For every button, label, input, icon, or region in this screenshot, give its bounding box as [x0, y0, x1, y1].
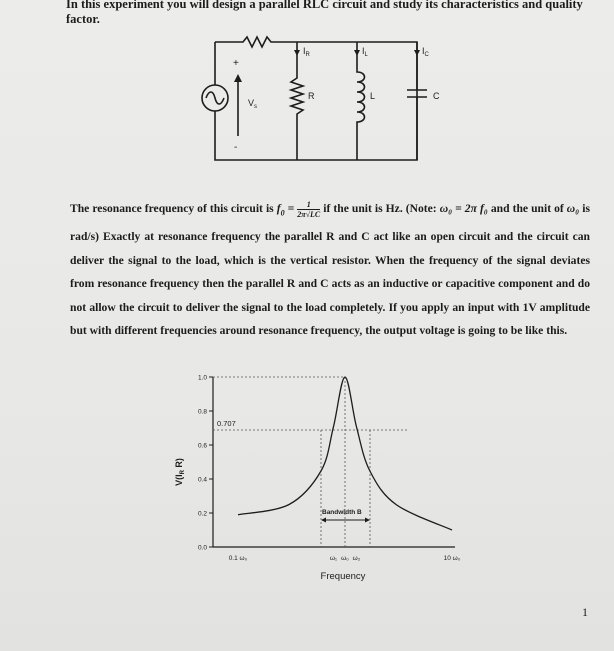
current-l-label: $I_L$: [362, 46, 368, 58]
bandwidth-arrow-left-head: [321, 518, 326, 523]
x-tick-label: 0.1 ω₀: [228, 555, 248, 562]
rlc-circuit-diagram: [185, 28, 455, 168]
source-arrow-head: [234, 74, 242, 82]
y-tick-label: 0.0: [197, 544, 207, 552]
inductor-l: [357, 42, 365, 160]
page-number: 1: [582, 605, 588, 619]
current-r-label: $I_R$: [303, 46, 310, 58]
half-power-label: 0.707: [217, 419, 236, 428]
y-tick-label: 0.8: [197, 408, 207, 416]
current-arrow-c: [414, 50, 420, 56]
y-axis-label: $V(I_R$ R): [174, 458, 186, 486]
x-axis-label: Frequency: [320, 571, 366, 582]
source-label: $V_s$: [248, 98, 258, 110]
x-tick-label: 10 ω₀: [443, 555, 461, 562]
inductor-label: L: [370, 91, 376, 101]
capacitor-c: [407, 42, 427, 160]
y-tick-label: 1.0: [197, 374, 207, 382]
resistor-r: [291, 42, 303, 160]
resonance-curve-chart: [170, 362, 470, 587]
resonance-formula: $f_0$ = $\frac{1}{2\pi√LC}$: [276, 199, 321, 219]
intro-text: In this experiment you will design a parallel RLC circuit and study its characteristics and quality factor.: [66, 0, 583, 26]
current-c-label: $I_C$: [422, 46, 429, 58]
resistor-label: R: [308, 91, 315, 101]
y-tick-label: 0.4: [197, 476, 207, 484]
capacitor-label: C: [433, 91, 440, 101]
current-arrow-l: [354, 50, 360, 56]
current-arrow-r: [294, 50, 300, 56]
y-ticks: [198, 375, 213, 552]
top-wire: [215, 37, 417, 160]
bandwidth-label: Bandwidth B: [322, 509, 362, 516]
x-tick-label: ω₀: [341, 555, 349, 562]
x-tick-label: ω₂: [352, 555, 361, 562]
plus-sign: +: [233, 58, 239, 69]
x-ticks: [229, 555, 461, 562]
explanation-paragraph: The resonance frequency of this circuit is $f_0$ = $\frac{1}{2\pi√LC}$ if the unit is Hz. (Note: ω₀ = 2π f₀ and the unit of ω₀ is rad/s) Exactly at resonance frequency the parallel R and C act like an open circuit and the circuit can deliver the signal to the load, which is the vertical resistor. When the frequency of the signal deviates from resonance frequency then the parallel R and C acts as an inductive or capacitive component and do not allow the circuit to deliver the signal to the load completely. If you apply an input with 1V amplitude but with different frequencies around resonance frequency, the output voltage is going to be like this.: [70, 199, 590, 338]
y-tick-label: 0.6: [197, 442, 207, 450]
minus-sign: -: [234, 142, 238, 153]
y-tick-label: 0.2: [197, 510, 207, 518]
bandwidth-arrow-right-head: [365, 518, 370, 523]
x-tick-label: ω₁: [329, 555, 338, 562]
